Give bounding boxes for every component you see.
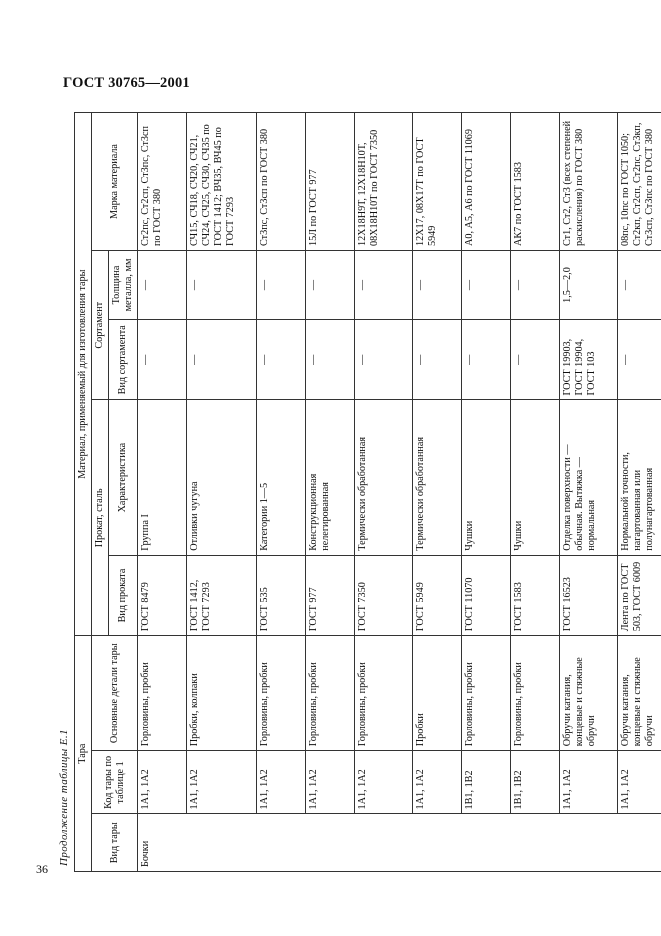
kod-cell: 1А1, 1А2 <box>187 751 257 814</box>
marka-cell: 15Л по ГОСТ 977 <box>306 113 355 251</box>
group-cell-empty <box>257 814 306 872</box>
marka-cell: Ст1, Ст2, Ст3 (всех степеней раскисления) по ГОСТ 380 <box>560 113 618 251</box>
vid-sortamenta-cell: — <box>355 320 413 401</box>
marka-cell: АК7 по ГОСТ 1583 <box>511 113 560 251</box>
kod-cell: 1А1, 1А2 <box>618 751 661 814</box>
group-cell-empty <box>413 814 462 872</box>
detali-cell: Горловины, пробки <box>257 636 306 751</box>
group-cell-empty <box>511 814 560 872</box>
vid-sortamenta-cell: — <box>413 320 462 401</box>
table-row <box>306 113 355 872</box>
header-prokat: Прокат, сталь <box>92 400 109 636</box>
table-row <box>560 113 618 872</box>
group-cell: Бочки <box>138 814 187 872</box>
header-tolshchina: Толщина металла, мм <box>109 251 138 320</box>
detali-cell: Пробки <box>413 636 462 751</box>
group-cell-empty <box>187 814 257 872</box>
header-kod-tary: Код тары по таблице 1 <box>92 751 138 814</box>
tolshchina-cell: — <box>187 251 257 320</box>
group-cell-empty <box>462 814 511 872</box>
table-row <box>511 113 560 872</box>
table-row <box>257 113 306 872</box>
vid-prokata-cell: ГОСТ 16523 <box>560 555 618 636</box>
vid-prokata-cell: ГОСТ 11070 <box>462 555 511 636</box>
vid-sortamenta-cell: — <box>306 320 355 401</box>
marka-cell: 08пс, 10пс по ГОСТ 1050; Ст2кп, Ст2сп, Ст2пс, Ст3кп, Ст3сп, Ст3пс по ГОСТ 380 <box>618 113 661 251</box>
tolshchina-cell: — <box>413 251 462 320</box>
vid-prokata-cell: ГОСТ 1583 <box>511 555 560 636</box>
marka-cell: 12Х17, 08Х17Т по ГОСТ 5949 <box>413 113 462 251</box>
detali-cell: Горловины, пробки <box>138 636 187 751</box>
header-material: Материал, применяемый для изготовления тары <box>75 113 92 636</box>
vid-sortamenta-cell: — <box>257 320 306 401</box>
table-row <box>138 113 187 872</box>
detali-cell: Обручи катания, концевые и стяжные обручи <box>618 636 661 751</box>
kod-cell: 1В1, 1В2 <box>462 751 511 814</box>
tolshchina-cell: — <box>618 251 661 320</box>
kod-cell: 1А1, 1А2 <box>413 751 462 814</box>
harakteristika-cell: Категории 1—5 <box>257 400 306 555</box>
marka-cell: Ст2пс, Ст2сп, Ст3пс, Ст3сп по ГОСТ 380 <box>138 113 187 251</box>
harakteristika-cell: Термически обработанная <box>355 400 413 555</box>
group-cell-empty <box>618 814 661 872</box>
detali-cell: Горловины, пробки <box>462 636 511 751</box>
kod-cell: 1А1, 1А2 <box>560 751 618 814</box>
harakteristika-cell: Термически обработанная <box>413 400 462 555</box>
page-number: 36 <box>36 862 48 876</box>
marka-cell: 12Х18Н9Т, 12Х18Н10Т, 08Х18Н10Т по ГОСТ 7350 <box>355 113 413 251</box>
harakteristika-cell: Чушки <box>511 400 560 555</box>
kod-cell: 1А1, 1А2 <box>138 751 187 814</box>
detali-cell: Пробки, колпаки <box>187 636 257 751</box>
vid-prokata-cell: ГОСТ 977 <box>306 555 355 636</box>
table-row <box>462 113 511 872</box>
marka-cell: СЧ15, СЧ18, СЧ20, СЧ21, СЧ24, СЧ25, СЧ30, СЧ35 по ГОСТ 1412; ВЧ35, ВЧ45 по ГОСТ 7293 <box>187 113 257 251</box>
marka-cell: А0, А5, А6 по ГОСТ 11069 <box>462 113 511 251</box>
tolshchina-cell: — <box>257 251 306 320</box>
vid-prokata-cell: ГОСТ 1412, ГОСТ 7293 <box>187 555 257 636</box>
vid-sortamenta-cell: — <box>618 320 661 401</box>
tolshchina-cell: — <box>462 251 511 320</box>
document-header: ГОСТ 30765—2001 <box>63 75 190 91</box>
group-cell-empty <box>306 814 355 872</box>
group-cell-empty <box>560 814 618 872</box>
harakteristika-cell: Конструкционная нелегированная <box>306 400 355 555</box>
harakteristika-cell: Нормальной точности, нагартованная или полунагартованная <box>618 400 661 555</box>
tolshchina-cell: — <box>511 251 560 320</box>
harakteristika-cell: Чушки <box>462 400 511 555</box>
kod-cell: 1А1, 1А2 <box>306 751 355 814</box>
vid-prokata-cell: ГОСТ 5949 <box>413 555 462 636</box>
header-vid-prokata: Вид проката <box>109 555 138 636</box>
vid-prokata-cell: Лента по ГОСТ 503, ГОСТ 6009 <box>618 555 661 636</box>
materials-table <box>74 112 661 872</box>
header-osnovnye-detali: Основные детали тары <box>92 636 138 751</box>
table-caption: Продолжение таблицы Е.1 <box>58 729 70 866</box>
vid-prokata-cell: ГОСТ 535 <box>257 555 306 636</box>
table-row <box>187 113 257 872</box>
header-marka: Марка материала <box>92 113 138 251</box>
harakteristika-cell: Группа I <box>138 400 187 555</box>
tolshchina-cell: — <box>306 251 355 320</box>
vid-sortamenta-cell: — <box>511 320 560 401</box>
detali-cell: Обручи катания, концевые и стяжные обручи <box>560 636 618 751</box>
marka-cell: Ст3пс, Ст3сп по ГОСТ 380 <box>257 113 306 251</box>
vid-sortamenta-cell: — <box>462 320 511 401</box>
detali-cell: Горловины, пробки <box>306 636 355 751</box>
detali-cell: Горловины, пробки <box>355 636 413 751</box>
kod-cell: 1А1, 1А2 <box>355 751 413 814</box>
header-harakteristika: Характеристика <box>109 400 138 555</box>
kod-cell: 1А1, 1А2 <box>257 751 306 814</box>
harakteristika-cell: Отливки чугуна <box>187 400 257 555</box>
tolshchina-cell: 1,5—2,0 <box>560 251 618 320</box>
group-cell-empty <box>355 814 413 872</box>
tolshchina-cell: — <box>138 251 187 320</box>
table-row <box>413 113 462 872</box>
header-sortament: Сортамент <box>92 251 109 401</box>
table-row <box>355 113 413 872</box>
rotated-table-block <box>58 112 655 872</box>
header-tara: Тара <box>75 636 92 872</box>
header-vid-tary: Вид тары <box>92 814 138 872</box>
tolshchina-cell: — <box>355 251 413 320</box>
vid-sortamenta-cell: — <box>138 320 187 401</box>
detali-cell: Горловины, пробки <box>511 636 560 751</box>
vid-prokata-cell: ГОСТ 7350 <box>355 555 413 636</box>
vid-sortamenta-cell: ГОСТ 19903, ГОСТ 19904, ГОСТ 103 <box>560 320 618 401</box>
vid-sortamenta-cell: — <box>187 320 257 401</box>
table-row <box>618 113 661 872</box>
harakteristika-cell: Отделка поверхности — обычная. Вытяжка — нормальная <box>560 400 618 555</box>
header-vid-sortamenta: Вид сортамента <box>109 320 138 401</box>
vid-prokata-cell: ГОСТ 8479 <box>138 555 187 636</box>
kod-cell: 1В1, 1В2 <box>511 751 560 814</box>
